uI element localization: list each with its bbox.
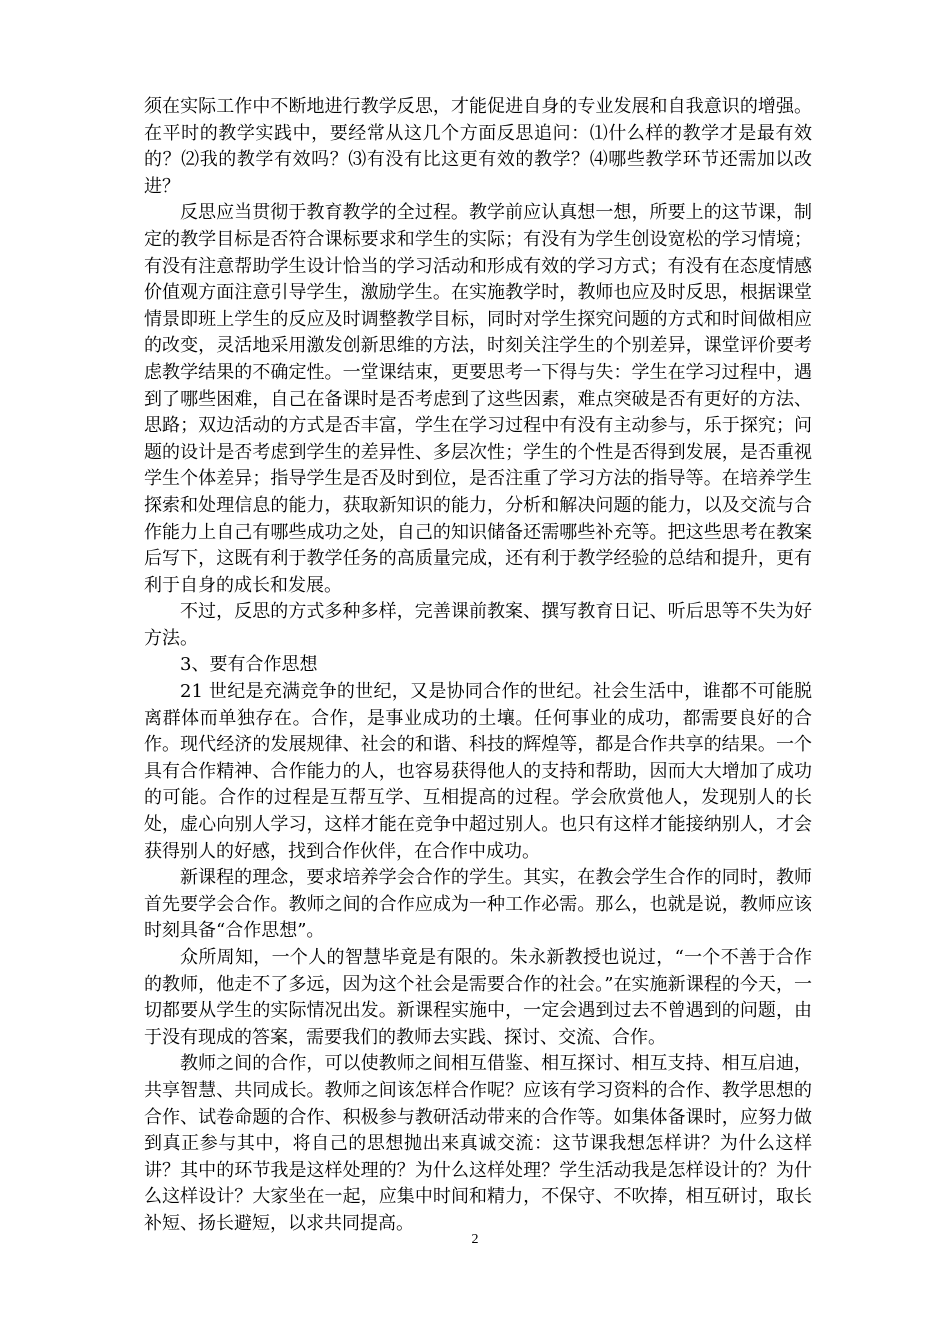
section-heading-cooperation: 3、要有合作思想 [180,654,318,676]
paragraph-reflection-process: 反思应当贯彻于教育教学的全过程。教学前应认真想一想，所要上的这节课，制定的教学目标是否符合课标要求和学生的实际；有没有为学生创设宽松的学习情境；有没有注意帮助学生设计恰当的学习活动和形成有效的学习方式；有没有在态度情感价值观方面注意引导学生，激励学生。在实施教学时，教师也应及时反思，根据课堂情景即班上学生的反应及时调整教学目标，同时对学生探究问题的方式和时间做相应的改变，灵活地采用激发创新思维的方法，时刻关注学生的个别差异，课堂评价要考虑教学结果的不确定性。一堂课结束，更要思考一下得与失：学生在学习过程中，遇到了哪些困难，自己在备课时是否考虑到了这些因素，难点突破是否有更好的方法、思路；双边活动的方式是否丰富，学生在学习过程中有没有主动参与，乐于探究；问题的设计是否考虑到学生的差异性、多层次性；学生的个性是否得到发展，是否重视学生个体差异；指导学生是否及时到位，是否注重了学习方法的指导等。在培养学生探索和处理信息的能力，获取新知识的能力，分析和解决问题的能力，以及交流与合作能力上自己有哪些成功之处，自己的知识储备还需哪些补充等。把这些思考在教案后写下，这既有利于教学任务的高质量完成，还有利于教学经验的总结和提升，更有利于自身的成长和发展。 [144,202,812,596]
paragraph-reflection-continued: 须在实际工作中不断地进行教学反思，才能促进自身的专业发展和自我意识的增强。在平时的教学实践中，要经常从这几个方面反思追问：⑴什么样的教学才是最有效的？⑵我的教学有效吗？⑶有没有比这更有效的教学？⑷哪些教学环节还需加以改进？ [144,96,812,197]
paragraph-new-curriculum: 新课程的理念，要求培养学会合作的学生。其实，在教会学生合作的同时，教师首先要学会合作。教师之间的合作应成为一种工作必需。那么，也就是说，教师应该时刻具备“合作思想”。 [144,867,812,942]
document-body [144,94,812,1238]
paragraph-limited-wisdom: 众所周知，一个人的智慧毕竟是有限的。朱永新教授也说过，“一个不善于合作的教师，他走不了多远，因为这个社会是需要合作的社会。”在实施新课程的今天，一切都要从学生的实际情况出发。新课程实施中，一定会遇到过去不曾遇到的问题，由于没有现成的答案，需要我们的教师去实践、探讨、交流、合作。 [144,947,812,1048]
paragraph-teacher-cooperation: 教师之间的合作，可以使教师之间相互借鉴、相互探讨、相互支持、相互启迪，共享智慧、共同成长。教师之间该怎样合作呢？应该有学习资料的合作、教学思想的合作、试卷命题的合作、积极参与教研活动带来的合作等。如集体备课时，应努力做到真正参与其中，将自己的思想抛出来真诚交流：这节课我想怎样讲？为什么这样讲？其中的环节我是这样处理的？为什么这样处理？学生活动我是怎样设计的？为什么这样设计？大家坐在一起，应集中时间和精力，不保守、不吹捧，相互研讨，取长补短、扬长避短，以求共同提高。 [144,1053,812,1234]
page-number: 2 [471,1232,479,1247]
paragraph-reflection-methods: 不过，反思的方式多种多样，完善课前教案、撰写教育日记、听后思等不失为好方法。 [144,601,812,649]
paragraph-century-cooperation: 21 世纪是充满竞争的世纪，又是协同合作的世纪。社会生活中，谁都不可能脱离群体而单独存在。合作，是事业成功的土壤。任何事业的成功，都需要良好的合作。现代经济的发展规律、社会的和谐、科技的辉煌等，都是合作共享的结果。一个具有合作精神、合作能力的人，也容易获得他人的支持和帮助，因而大大增加了成功的可能。合作的过程是互帮互学、互相提高的过程。学会欣赏他人，发现别人的长处，虚心向别人学习，这样才能在竞争中超过别人。也只有这样才能接纳别人，才会获得别人的好感，找到合作伙伴，在合作中成功。 [144,681,812,862]
